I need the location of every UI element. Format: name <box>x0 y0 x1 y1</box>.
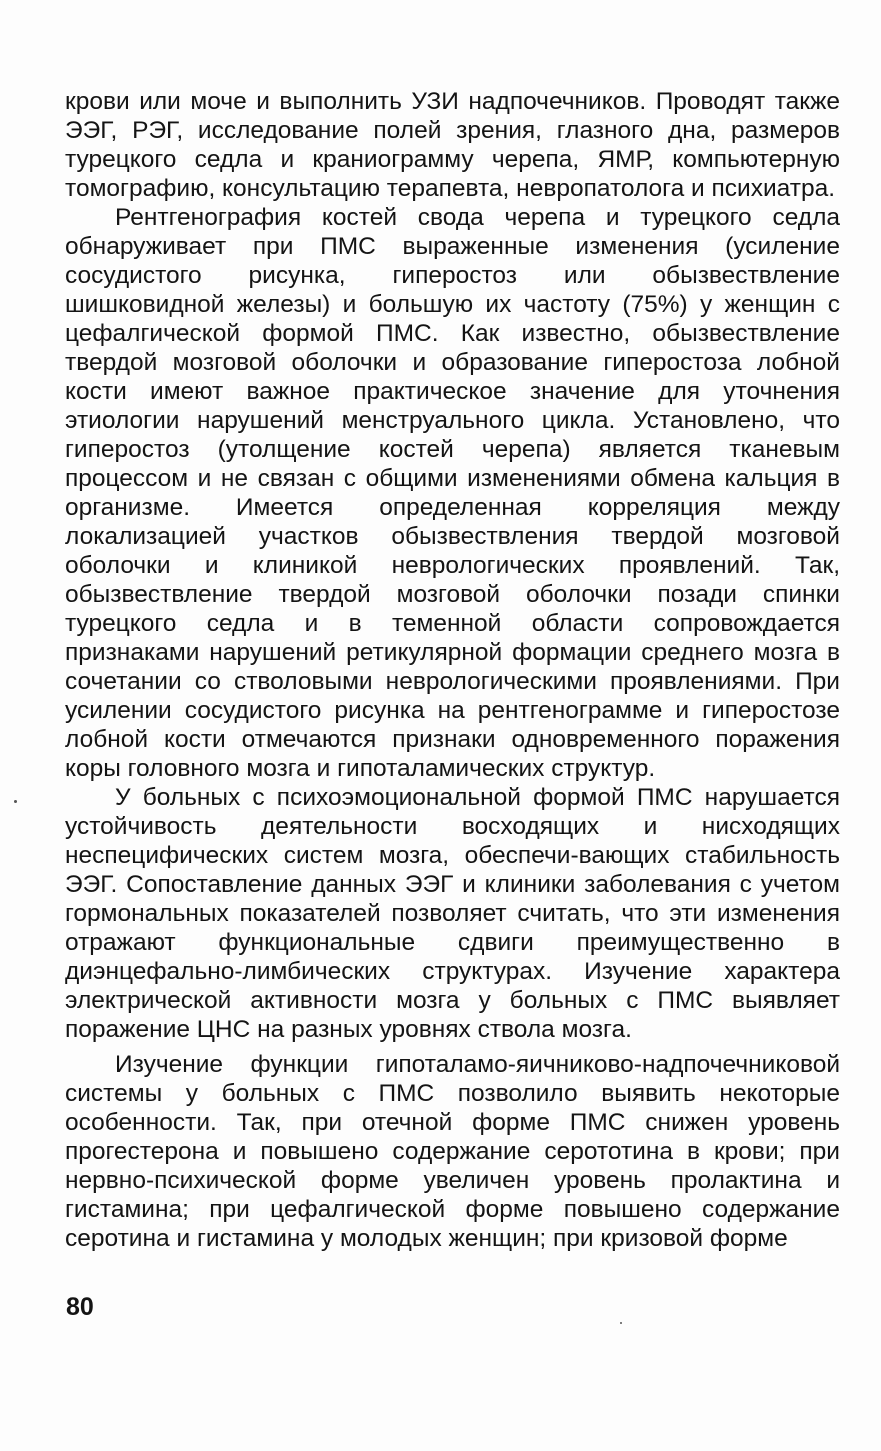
body-text <box>65 87 840 1253</box>
paragraph-eeg: У больных с психоэмоциональной формой ПМС нарушается устойчивость деятельности восходящих и нисходящих неспецифических систем мозга, обеспечи-вающих стабильность ЭЭГ. Сопоставление данных ЭЭГ и клиники заболевания с учетом гормональных показателей позволяет считать, что эти изменения отражают функциональные сдвиги преимущественно в диэнцефально-лимбических структурах. Изучение характера электрической активности мозга у больных с ПМС выявляет поражение ЦНС на разных уровнях ствола мозга. <box>65 784 840 1043</box>
paragraph-hormones: Изучение функции гипоталамо-яичниково-надпочечниковой системы у больных с ПМС позволило выявить некоторые особенности. Так, при отечной форме ПМС снижен уровень прогестерона и повышено содержание серототина в крови; при нервно-психической форме увеличен уровень пролактина и гистамина; при цефалгической форме повышено содержание серотина и гистамина у молодых женщин; при кризовой форме <box>65 1051 840 1252</box>
paragraph-continuation: крови или моче и выполнить УЗИ надпочечников. Проводят также ЭЭГ, РЭГ, исследование полей зрения, глазного дна, размеров турецкого седла и краниограмму черепа, ЯМР, компьютерную томографию, консультацию терапевта, невропатолога и психиатра. <box>65 88 840 202</box>
scan-speck <box>620 1322 622 1324</box>
scan-speck <box>14 800 17 803</box>
paragraph-radiography: Рентгенография костей свода черепа и турецкого седла обнаруживает при ПМС выраженные изменения (усиление сосудистого рисунка, гиперостоз или обызвествление шишковидной железы) и большую их частоту (75%) у женщин с цефалгической формой ПМС. Как известно, обызвествление твердой мозговой оболочки и образование гиперостоза лобной кости имеют важное практическое значение для уточнения этиологии нарушений менструального цикла. Установлено, что гиперостоз (утолщение костей черепа) является тканевым процессом и не связан с общими изменениями обмена кальция в организме. Имеется определенная корреляция между локализацией участков обызвествления твердой мозговой оболочки и клиникой неврологических проявлений. Так, обызвествление твердой мозговой оболочки позади спинки турецкого седла и в теменной области сопровождается признаками нарушений ретикулярной формации среднего мозга в сочетании со стволовыми неврологическими проявлениями. При усилении сосудистого рисунка на рентгенограмме и гиперостозе лобной кости отмечаются признаки одновременного поражения коры головного мозга и гипоталамических структур. <box>65 204 840 782</box>
page-number: 80 <box>66 1293 94 1321</box>
